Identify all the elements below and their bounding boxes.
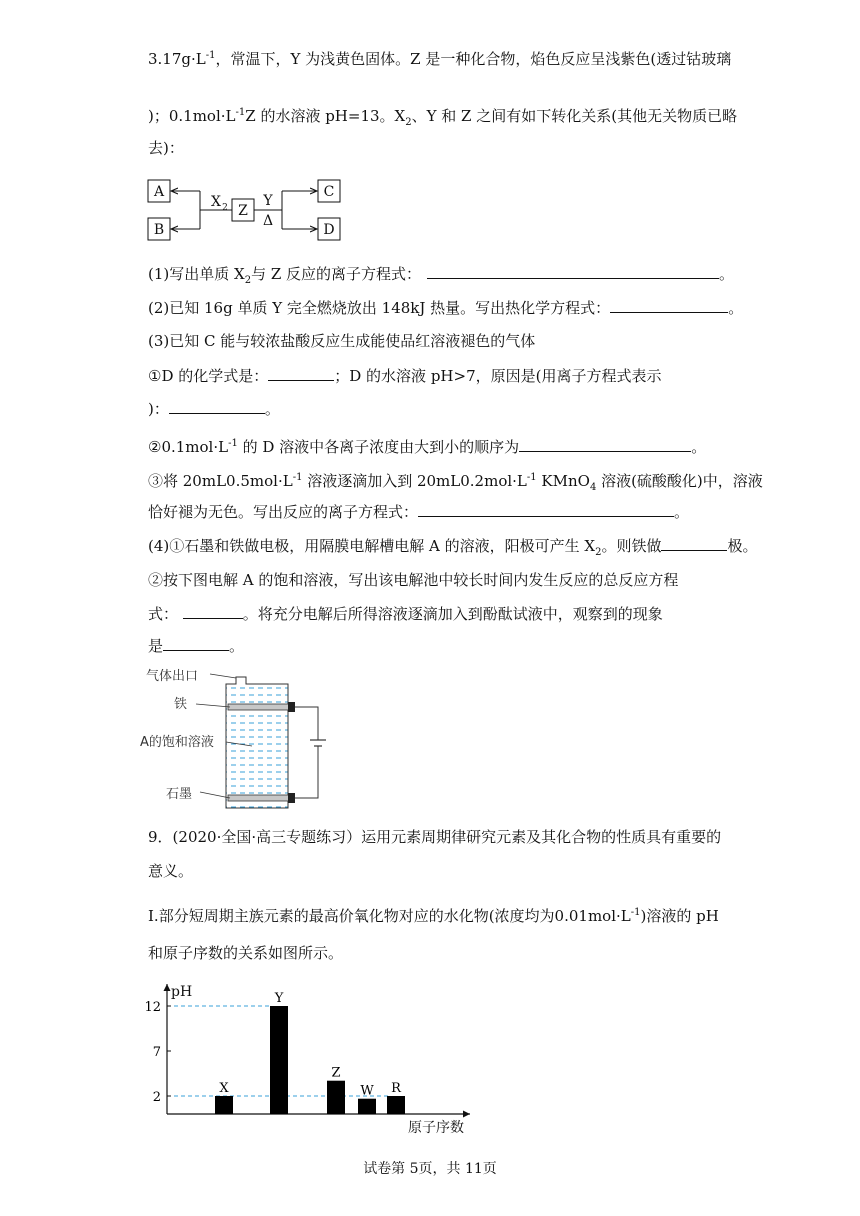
box-B-label: B [153, 222, 165, 238]
y-tick-label: 7 [152, 1045, 161, 1060]
x-axis-label: 原子序数 [408, 1120, 464, 1136]
graphite-electrode [228, 795, 290, 801]
question-3-intro: (3)已知 C 能与较浓盐酸反应生成能使品红溶液褪色的气体 [148, 332, 536, 350]
circuit-wire [295, 707, 318, 740]
question-4-item-2-cont: 式： 。将充分电解后所得溶液逐滴加入到酚酞试液中，观察到的现象 [148, 605, 663, 623]
gas-outlet-label: 气体出口 [146, 669, 199, 684]
answer-blank-3a[interactable] [268, 366, 334, 381]
question-9-line-2: 意义。 [148, 862, 194, 880]
question-3-item-2: $②0.1mol\cdot L^{-1}$ 的 D 溶液中各离子浓度由大到小的顺序为 。 [148, 438, 707, 456]
answer-blank-2[interactable] [610, 298, 728, 313]
bar-Z [327, 1081, 345, 1114]
bar-label-Z: Z [331, 1065, 341, 1081]
bar-R [387, 1096, 405, 1114]
question-9-part-1-cont: 和原子序数的关系如图所示。 [148, 944, 344, 962]
reagent-X-subscript: 2 [222, 203, 228, 213]
box-C-label: C [323, 184, 335, 200]
y-tick-label: 2 [152, 1090, 161, 1105]
y-axis-label: pH [171, 984, 193, 1000]
answer-blank-4c[interactable] [163, 636, 229, 651]
reagent-Y-label: Y [263, 193, 273, 209]
bar-W [358, 1099, 376, 1114]
question-9-line-1: 9．(2020·全国·高三专题练习）运用元素周期律研究元素及其化合物的性质具有重要的 [148, 828, 722, 846]
bar-label-X: X [219, 1081, 229, 1096]
continuation-line-2: )；$0.1mol\cdot L^{-1}Z$ 的水溶液 pH=13。$X_2$、Y 和 Z 之间有如下转化关系(其他无关物质已略 [148, 107, 738, 128]
ph-bar-chart [140, 978, 480, 1138]
answer-blank-4b[interactable] [183, 604, 243, 619]
iron-label: 铁 [174, 697, 188, 712]
question-3-item-1-cont: )： 。 [148, 400, 280, 418]
iron-electrode [228, 704, 290, 710]
electrolysis-cell-diagram [140, 664, 340, 814]
answer-blank-1[interactable] [427, 264, 719, 279]
question-1: (1)写出单质 $X_2$与 Z 反应的离子方程式： 。 [148, 265, 735, 286]
answer-blank-3b[interactable] [169, 399, 265, 414]
heat-symbol: Δ [262, 213, 274, 229]
box-A-label: A [153, 184, 165, 200]
question-9-part-1: I.部分短周期主族元素的最高价氧化物对应的水化物(浓度均为$0.01mol\cdot L^{-1}$)溶液的 pH [148, 907, 719, 925]
question-2: (2)已知 16g 单质 Y 完全燃烧放出 148kJ 热量。写出热化学方程式： 。 [148, 299, 744, 317]
question-3-item-3-cont: 恰好褪为无色。写出反应的离子方程式： 。 [148, 503, 690, 521]
continuation-line-1: $3.17g\cdot L^{-1}$，常温下，Y 为浅黄色固体。Z 是一种化合物，焰色反应呈浅紫色(透过钴玻璃 [148, 50, 732, 68]
reagent-X-label: X [211, 194, 221, 210]
reaction-scheme [140, 172, 360, 248]
bar-Y [270, 1006, 288, 1114]
box-Z-label: Z [238, 203, 248, 219]
solution-label: A的饱和溶液 [140, 735, 214, 750]
question-3-item-3: ③将 $20mL0.5mol\cdot L^{-1}$ 溶液逐滴加入到 $20mL0.2mol\cdot L^{-1}$ KMnO$_4$ 溶液(硫酸酸化)中，溶液 [148, 472, 763, 493]
answer-blank-3c[interactable] [519, 437, 691, 452]
box-D-label: D [323, 222, 335, 238]
bar-X [215, 1096, 233, 1114]
electrolyte-solution [226, 684, 288, 808]
bar-label-R: R [391, 1081, 401, 1096]
question-4-item-2-cont2: 是 。 [148, 637, 245, 655]
question-3-item-1: ①D 的化学式是： ；D 的水溶液 pH>7，原因是(用离子方程式表示 [148, 367, 662, 385]
y-tick-label: 12 [144, 1000, 161, 1015]
page-footer: 试卷第 5页，共 11页 [363, 1161, 497, 1177]
question-4-item-2: ②按下图电解 A 的饱和溶液，写出该电解池中较长时间内发生反应的总反应方程 [148, 571, 679, 589]
bar-label-W: W [360, 1083, 374, 1099]
graphite-label: 石墨 [166, 787, 193, 802]
continuation-line-3: 去)： [148, 139, 184, 157]
answer-blank-4a[interactable] [661, 536, 727, 551]
bar-label-Y: Y [274, 991, 284, 1006]
question-4-item-1: (4)①石墨和铁做电极，用隔膜电解槽电解 A 的溶液，阳极可产生 $X_2$。则铁做 极。 [148, 537, 758, 558]
answer-blank-3d[interactable] [418, 502, 674, 517]
